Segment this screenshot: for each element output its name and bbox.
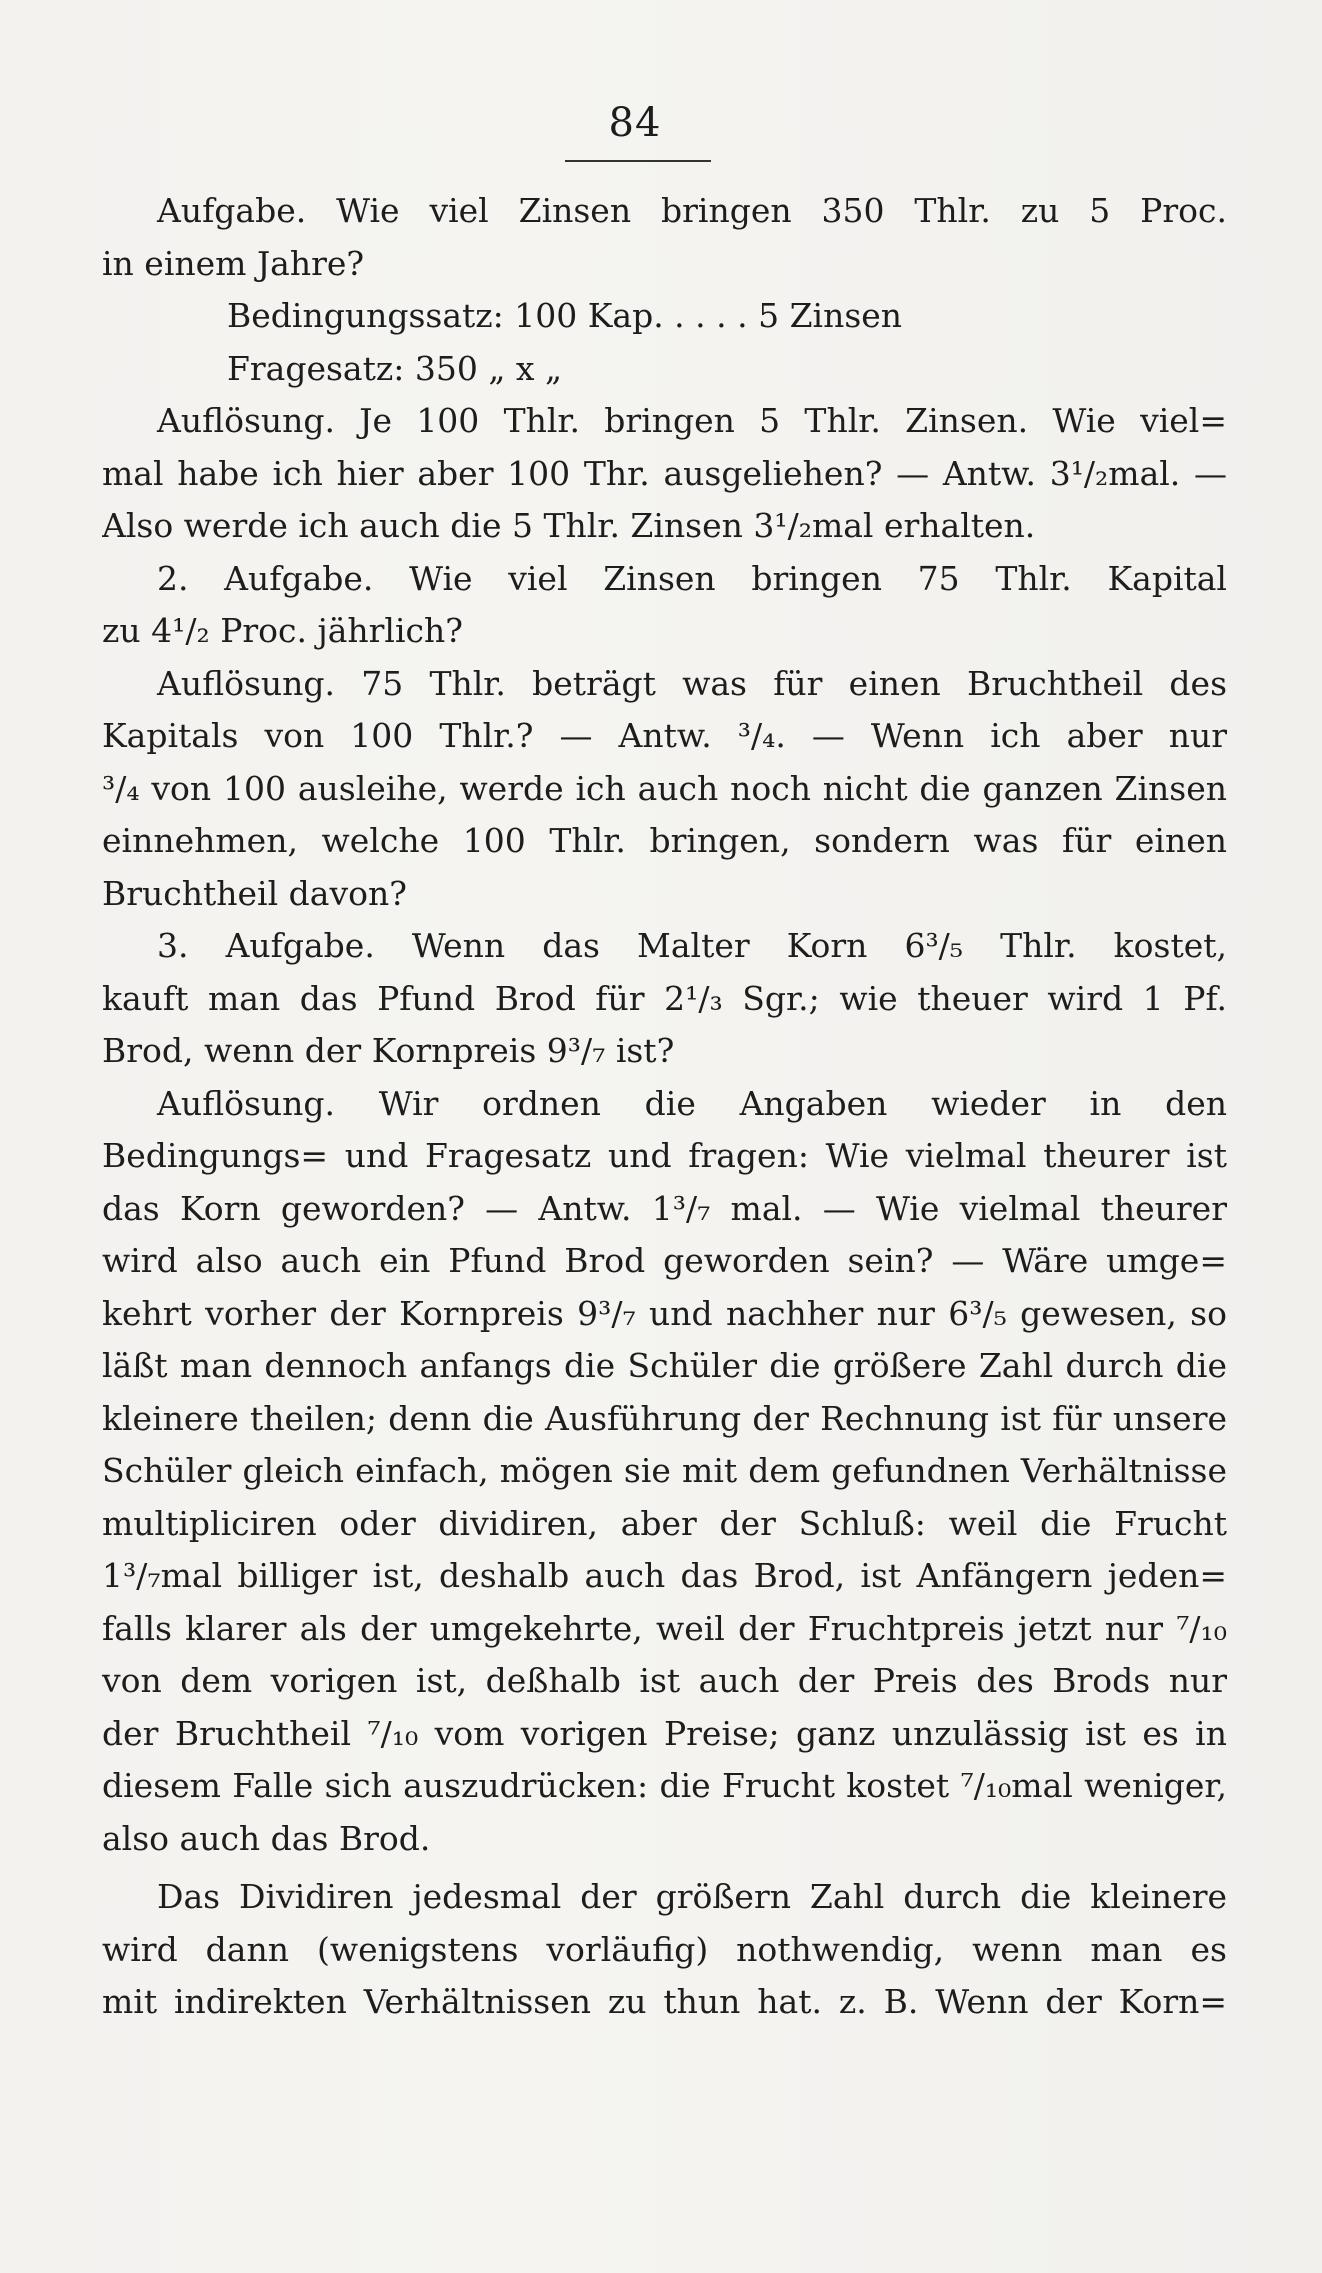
text-line-8: 2. Aufgabe. Wie viel Zinsen bringen 75 Thlr. Kapital: [157, 558, 1227, 598]
text-line-33: Das Dividiren jedesmal der größern Zahl durch die kleinere: [157, 1877, 1227, 1916]
text-line-18: Auflösung. Wir ordnen die Angaben wieder in den: [157, 1083, 1227, 1123]
page-number: 84: [608, 100, 662, 146]
text-line-11: Kapitals von 100 Thlr.? — Antw. ³/₄. — Wenn ich aber nur: [102, 716, 1227, 755]
text-line-22: kehrt vorher der Kornpreis 9³/₇ und nachher nur 6³/₅ gewesen, so: [102, 1293, 1227, 1333]
text-line-19: Bedingungs= und Fragesatz und fragen: Wie vielmal theurer ist: [102, 1136, 1227, 1175]
text-line-23: läßt man dennoch anfangs die Schüler die größere Zahl durch die: [102, 1346, 1227, 1385]
text-line-12: ³/₄ von 100 ausleihe, werde ich auch noch nicht die ganzen Zinsen: [102, 768, 1227, 808]
text-line-14: Bruchtheil davon?: [102, 873, 407, 913]
text-line-5: Auflösung. Je 100 Thlr. bringen 5 Thlr. Zinsen. Wie viel=: [157, 401, 1227, 440]
text-line-32: also auch das Brod.: [102, 1818, 431, 1858]
text-line-7: Also werde ich auch die 5 Thlr. Zinsen 3¹/₂mal erhalten.: [102, 506, 1036, 545]
text-line-17: Brod, wenn der Kornpreis 9³/₇ ist?: [102, 1031, 675, 1070]
text-line-24: kleinere theilen; denn die Ausführung der Rechnung ist für unsere: [102, 1398, 1227, 1438]
text-line-35: mit indirekten Verhältnissen zu thun hat. z. B. Wenn der Korn=: [102, 1982, 1227, 2021]
text-line-27: 1³/₇mal billiger ist, deshalb auch das Brod, ist Anfängern jeden=: [102, 1556, 1227, 1595]
text-line-28: falls klarer als der umgekehrte, weil der Fruchtpreis jetzt nur ⁷/₁₀: [102, 1608, 1227, 1648]
text-line-13: einnehmen, welche 100 Thlr. bringen, sondern was für einen: [102, 821, 1227, 860]
text-line-31: diesem Falle sich auszudrücken: die Frucht kostet ⁷/₁₀mal weniger,: [102, 1766, 1227, 1805]
text-line-25: Schüler gleich einfach, mögen sie mit dem gefundnen Verhältnisse: [102, 1451, 1227, 1490]
text-line-21: wird also auch ein Pfund Brod geworden sein? — Wäre umge=: [102, 1241, 1227, 1280]
text-line-15: 3. Aufgabe. Wenn das Malter Korn 6³/₅ Thlr. kostet,: [157, 926, 1227, 965]
text-line-6: mal habe ich hier aber 100 Thr. ausgeliehen? — Antw. 3¹/₂mal. —: [102, 453, 1227, 493]
text-line-3: Bedingungssatz: 100 Kap. . . . . 5 Zinsen: [227, 296, 903, 335]
text-line-20: das Korn geworden? — Antw. 1³/₇ mal. — Wie vielmal theurer: [102, 1188, 1227, 1228]
text-line-4: Fragesatz: 350 „ x „: [227, 348, 563, 388]
text-line-2: in einem Jahre?: [102, 243, 365, 283]
text-line-30: der Bruchtheil ⁷/₁₀ vom vorigen Preise; ganz unzulässig ist es in: [102, 1713, 1227, 1753]
text-line-26: multipliciren oder dividiren, aber der Schluß: weil die Frucht: [102, 1503, 1227, 1543]
text-line-10: Auflösung. 75 Thlr. beträgt was für einen Bruchtheil des: [157, 663, 1227, 703]
text-line-1: Aufgabe. Wie viel Zinsen bringen 350 Thlr. zu 5 Proc.: [157, 191, 1227, 230]
text-line-9: zu 4¹/₂ Proc. jährlich?: [102, 611, 463, 650]
header-rule: [565, 160, 711, 162]
text-line-34: wird dann (wenigstens vorläufig) nothwendig, wenn man es: [102, 1929, 1227, 1969]
page-body-text: [102, 185, 1227, 2029]
text-line-16: kauft man das Pfund Brod für 2¹/₃ Sgr.; wie theuer wird 1 Pf.: [102, 978, 1227, 1018]
text-line-29: von dem vorigen ist, deßhalb ist auch der Preis des Brods nur: [102, 1661, 1227, 1700]
